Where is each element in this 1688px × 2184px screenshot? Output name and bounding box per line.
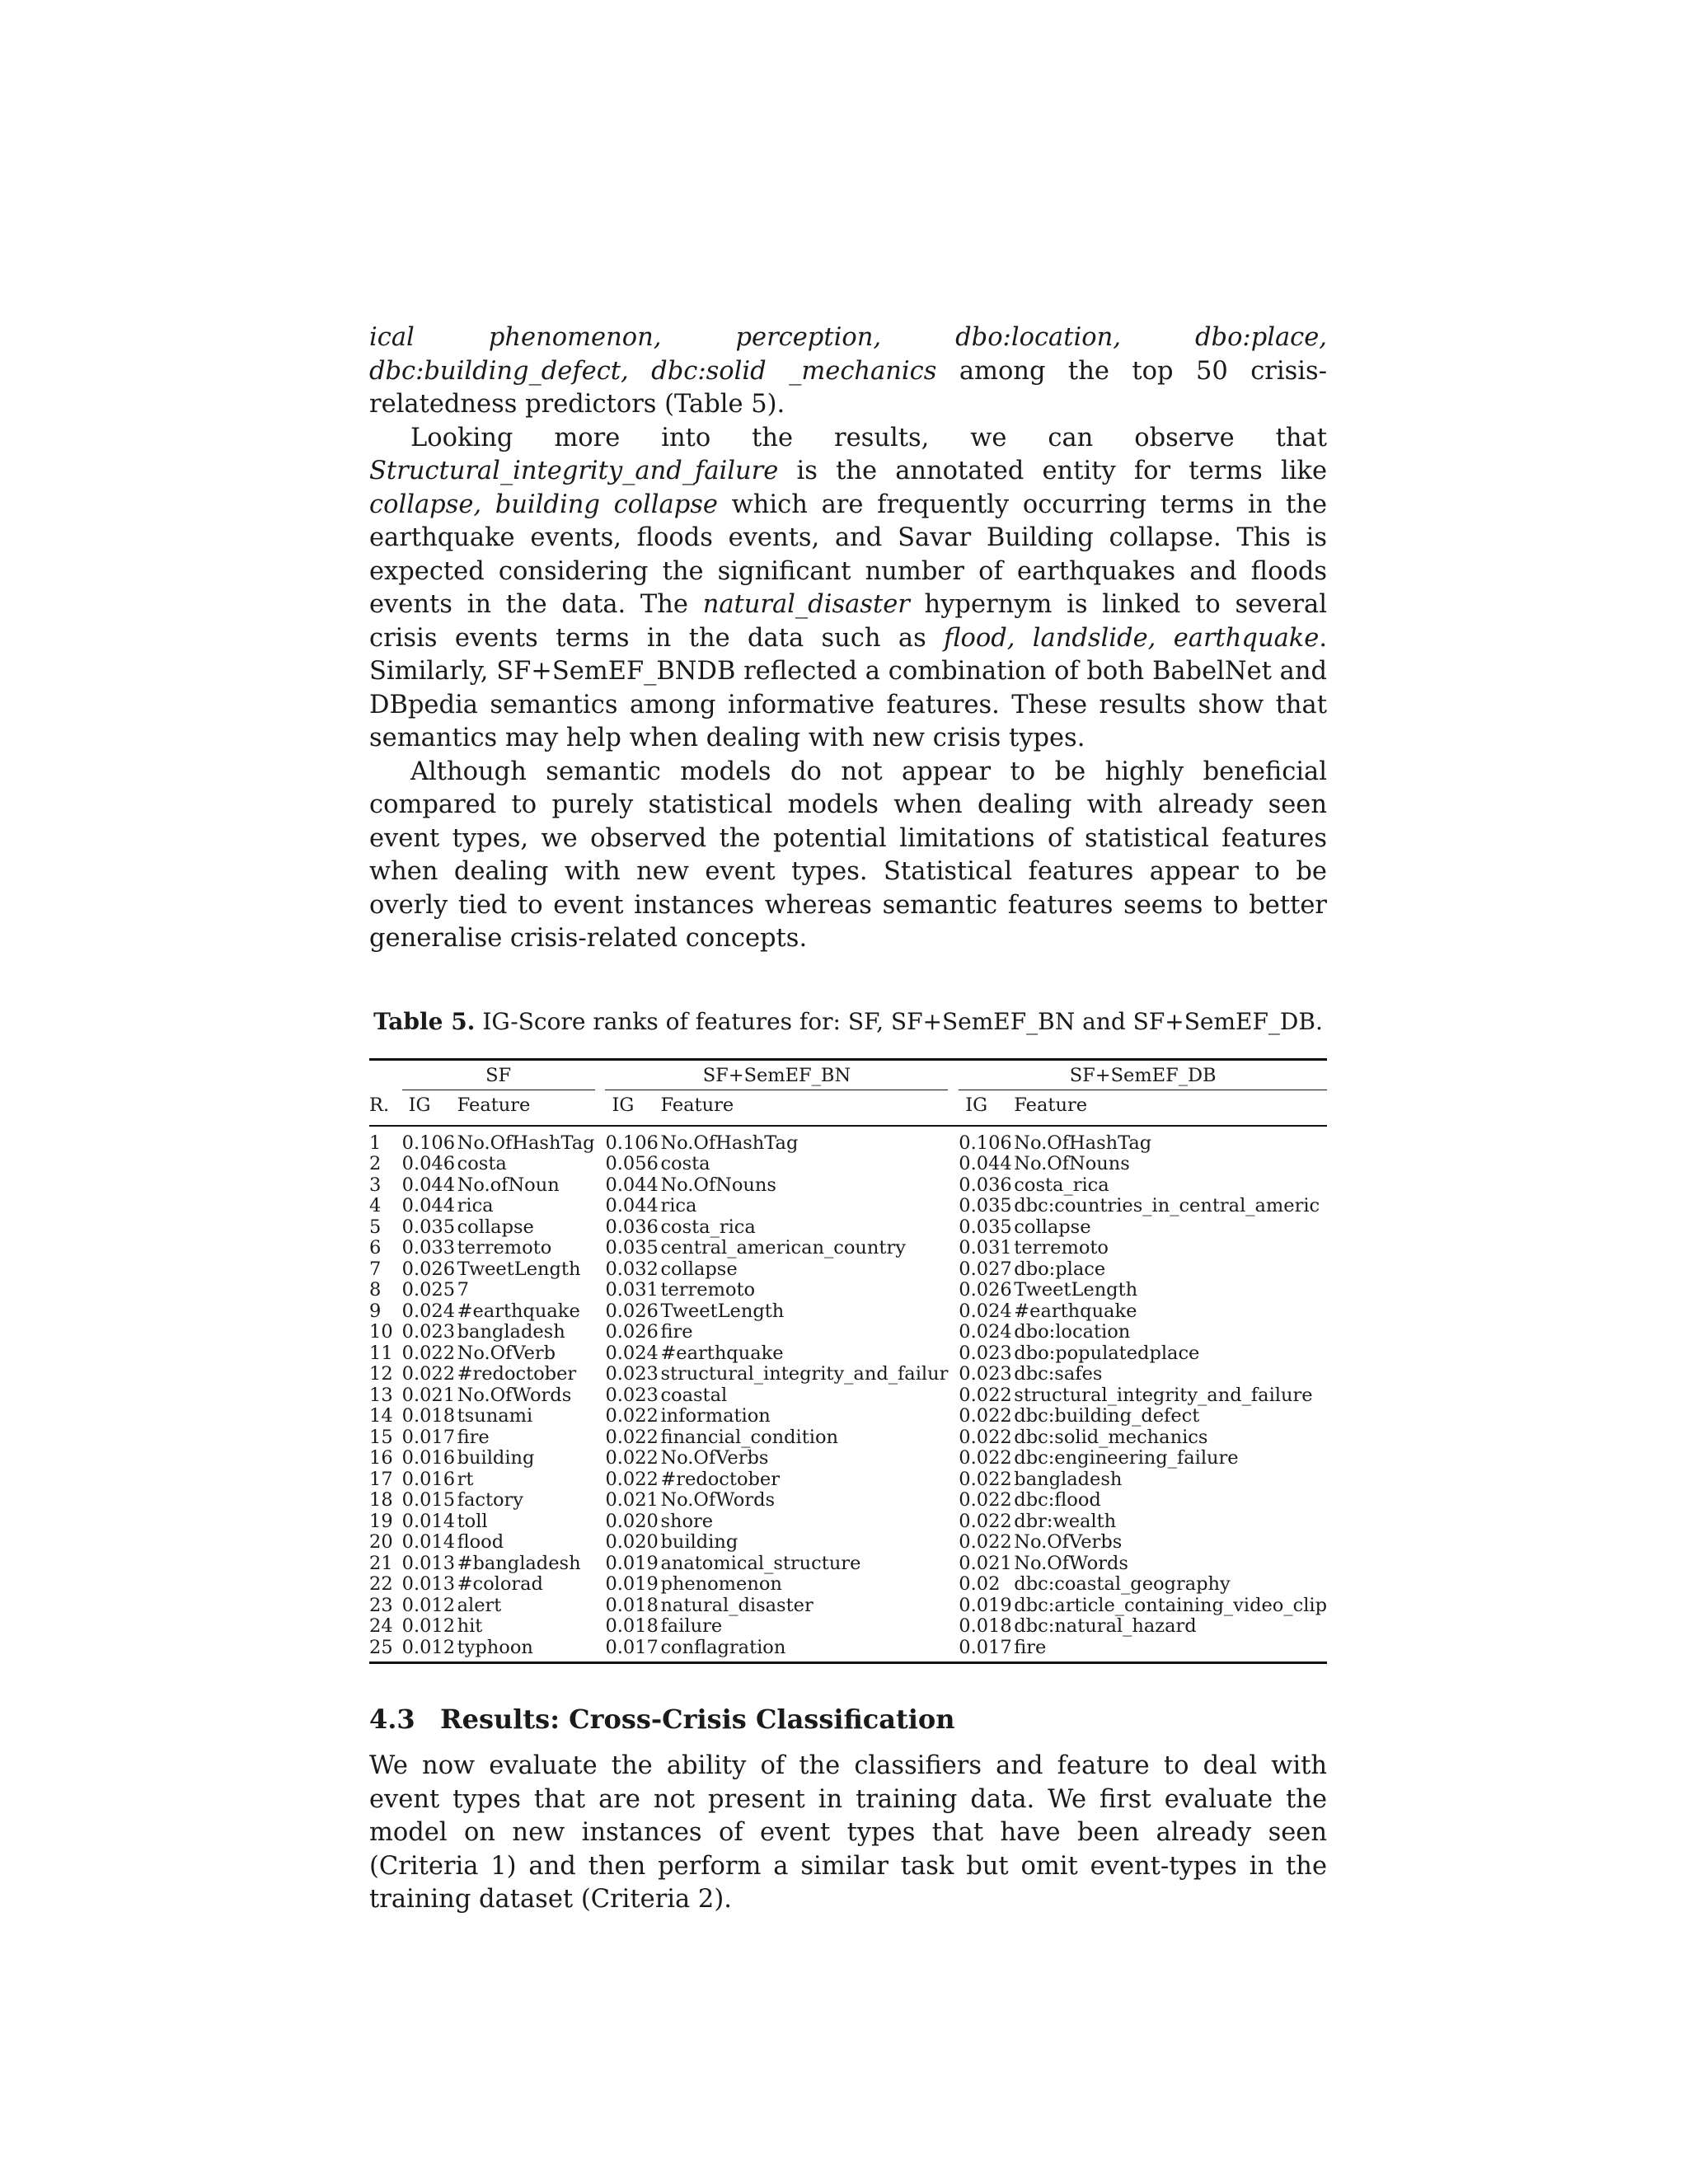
table-row	[369, 1469, 1327, 1491]
feature-cell: #redoctober	[457, 1363, 577, 1385]
table-row	[369, 1301, 1327, 1323]
ig-cell: 0.035	[959, 1195, 1012, 1216]
table-column-header	[369, 1090, 1327, 1126]
ig-cell: 0.018	[401, 1405, 456, 1427]
feature-cell: dbc:article_containing_video_clip	[1014, 1594, 1327, 1616]
ig-cell: 0.018	[959, 1615, 1012, 1637]
rank-cell: 10	[369, 1321, 393, 1343]
ig-cell: 0.021	[959, 1552, 1012, 1574]
feature-cell: structural_integrity_and_failure	[1014, 1384, 1313, 1406]
feature-cell: flood	[457, 1531, 504, 1553]
feature-cell: costa_rica	[660, 1216, 756, 1238]
feature-cell: alert	[457, 1594, 502, 1616]
ig-cell: 0.022	[605, 1468, 659, 1490]
ig-cell: 0.026	[959, 1279, 1012, 1301]
table-row	[369, 1448, 1327, 1469]
feature-cell: information	[660, 1405, 771, 1427]
rank-cell: 25	[369, 1636, 393, 1658]
ig-cell: 0.022	[959, 1489, 1012, 1511]
ig-header: IG	[959, 1090, 1014, 1126]
ig-cell: 0.022	[959, 1468, 1012, 1490]
ig-cell: 0.02	[959, 1573, 1001, 1595]
ig-cell: 0.021	[401, 1384, 456, 1406]
feature-cell: financial_condition	[660, 1426, 839, 1448]
ig-cell: 0.022	[959, 1405, 1012, 1427]
feature-cell: No.OfWords	[660, 1489, 776, 1511]
page-content	[369, 321, 1327, 1917]
feature-cell: costa	[660, 1153, 710, 1174]
rank-cell: 2	[369, 1153, 382, 1174]
ig-cell: 0.044	[605, 1195, 659, 1216]
group-sf-semef-db: SF+SemEF_DB	[959, 1059, 1327, 1090]
feature-cell: #redoctober	[660, 1468, 780, 1490]
ig-cell: 0.012	[401, 1636, 456, 1658]
feature-cell: rica	[660, 1195, 697, 1216]
rank-cell: 7	[369, 1258, 382, 1280]
feature-cell: No.OfHashTag	[457, 1132, 595, 1154]
rank-cell: 24	[369, 1615, 393, 1637]
ig-cell: 0.018	[605, 1594, 659, 1616]
rank-cell: 19	[369, 1510, 393, 1532]
ig-cell: 0.022	[959, 1384, 1012, 1406]
feature-cell: central_american_country	[660, 1237, 906, 1258]
ig-cell: 0.016	[401, 1468, 456, 1490]
ig-cell: 0.026	[605, 1321, 659, 1343]
feature-cell: No.OfVerbs	[660, 1447, 769, 1469]
table-row	[369, 1133, 1327, 1155]
rank-cell: 18	[369, 1489, 393, 1511]
ig-cell: 0.023	[605, 1384, 659, 1406]
feature-cell: tsunami	[457, 1405, 533, 1427]
ig-cell: 0.044	[605, 1174, 659, 1196]
ig-cell: 0.017	[605, 1636, 659, 1658]
feature-cell: toll	[457, 1510, 488, 1532]
feature-cell: collapse	[1014, 1216, 1091, 1238]
feature-cell: dbc:building_defect	[1014, 1405, 1200, 1427]
table-row	[369, 1196, 1327, 1217]
feature-cell: dbc:flood	[1014, 1489, 1101, 1511]
section-heading	[369, 1704, 1327, 1735]
rank-cell: 12	[369, 1363, 393, 1385]
feature-cell: #earthquake	[1014, 1300, 1137, 1322]
ig-cell: 0.013	[401, 1552, 456, 1574]
ig-cell: 0.022	[605, 1405, 659, 1427]
table-row	[369, 1490, 1327, 1511]
ig-cell: 0.106	[605, 1132, 659, 1154]
feature-header: Feature	[660, 1090, 948, 1126]
ig-cell: 0.035	[959, 1216, 1012, 1238]
group-sf-semef-bn: SF+SemEF_BN	[605, 1059, 948, 1090]
table-row	[369, 1259, 1327, 1281]
ig-header: IG	[605, 1090, 660, 1126]
feature-cell: bangladesh	[1014, 1468, 1123, 1490]
ig-cell: 0.031	[605, 1279, 659, 1301]
feature-cell: No.OfNouns	[1014, 1153, 1130, 1174]
feature-cell: dbc:coastal_geography	[1014, 1573, 1231, 1595]
feature-cell: No.ofNoun	[457, 1174, 560, 1196]
table-row	[369, 1175, 1327, 1197]
feature-cell: fire	[1014, 1636, 1047, 1658]
feature-cell: TweetLength	[1014, 1279, 1138, 1301]
ig-cell: 0.044	[401, 1174, 456, 1196]
ig-cell: 0.019	[605, 1552, 659, 1574]
ig-cell: 0.019	[959, 1594, 1012, 1616]
feature-cell: typhoon	[457, 1636, 533, 1658]
ig-cell: 0.023	[959, 1363, 1012, 1385]
ig-cell: 0.046	[401, 1153, 456, 1174]
table-row	[369, 1554, 1327, 1575]
ig-cell: 0.033	[401, 1237, 456, 1258]
rank-header: R.	[369, 1090, 402, 1126]
feature-cell: coastal	[660, 1384, 728, 1406]
feature-cell: costa	[457, 1153, 507, 1174]
feature-cell: TweetLength	[660, 1300, 785, 1322]
feature-cell: dbo:location	[1014, 1321, 1131, 1343]
ig-cell: 0.014	[401, 1531, 456, 1553]
ig-cell: 0.015	[401, 1489, 456, 1511]
feature-header: Feature	[457, 1090, 595, 1126]
feature-cell: #colorad	[457, 1573, 543, 1595]
ig-cell: 0.022	[959, 1510, 1012, 1532]
feature-cell: building	[660, 1531, 738, 1553]
feature-cell: No.OfVerbs	[1014, 1531, 1123, 1553]
section-title: Results: Cross-Crisis Classification	[440, 1704, 955, 1735]
feature-cell: natural_disaster	[660, 1594, 814, 1616]
ig-cell: 0.023	[401, 1321, 456, 1343]
table-caption: Table 5. IG-Score ranks of features for: SF, SF+SemEF_BN and SF+SemEF_DB.	[373, 1007, 1323, 1035]
feature-cell: anatomical_structure	[660, 1552, 861, 1574]
ig-cell: 0.022	[605, 1447, 659, 1469]
feature-cell: rt	[457, 1468, 474, 1490]
feature-cell: #bangladesh	[457, 1552, 581, 1574]
table-row	[369, 1406, 1327, 1427]
feature-cell: hit	[457, 1615, 483, 1637]
ig-cell: 0.035	[605, 1237, 659, 1258]
feature-cell: terremoto	[660, 1279, 756, 1301]
rank-cell: 9	[369, 1300, 382, 1322]
table-row	[369, 1280, 1327, 1301]
rank-cell: 17	[369, 1468, 393, 1490]
rank-cell: 16	[369, 1447, 393, 1469]
table-row	[369, 1385, 1327, 1407]
feature-cell: #earthquake	[457, 1300, 580, 1322]
table-group-header	[369, 1059, 1327, 1090]
feature-cell: fire	[457, 1426, 490, 1448]
feature-cell: No.OfHashTag	[660, 1132, 799, 1154]
ig-cell: 0.023	[959, 1342, 1012, 1364]
feature-cell: No.OfVerb	[457, 1342, 556, 1364]
table-row	[369, 1616, 1327, 1638]
italic-terms: ical phenomenon, perception, dbo:location, dbo:place, dbc:building_defect, dbc:solid _mechanics	[369, 323, 1327, 386]
ig-cell: 0.024	[959, 1300, 1012, 1322]
rank-cell: 6	[369, 1237, 382, 1258]
feature-cell: No.OfWords	[457, 1384, 572, 1406]
rank-cell: 1	[369, 1132, 382, 1154]
ig-cell: 0.056	[605, 1153, 659, 1174]
feature-cell: dbo:populatedplace	[1014, 1342, 1200, 1364]
rank-cell: 23	[369, 1594, 393, 1616]
ig-cell: 0.026	[605, 1300, 659, 1322]
feature-cell: collapse	[660, 1258, 738, 1280]
ig-cell: 0.022	[401, 1363, 456, 1385]
feature-cell: fire	[660, 1321, 693, 1343]
ig-cell: 0.022	[959, 1447, 1012, 1469]
group-sf: SF	[402, 1059, 595, 1090]
feature-cell: dbc:solid_mechanics	[1014, 1426, 1208, 1448]
ig-score-table	[369, 1058, 1327, 1665]
rank-cell: 13	[369, 1384, 393, 1406]
ig-cell: 0.024	[959, 1321, 1012, 1343]
rank-cell: 21	[369, 1552, 393, 1574]
table-row	[369, 1596, 1327, 1617]
feature-cell: dbr:wealth	[1014, 1510, 1117, 1532]
ig-cell: 0.012	[401, 1594, 456, 1616]
feature-cell: 7	[457, 1279, 469, 1301]
paragraph-results-observation: Looking more into the results, we can observe that Structural_integrity_and_failure is the annotated entity for terms like collapse, building collapse which are frequently occurring terms in the earthquake events, floods events, and Savar Building collapse. This is expected considering the significant number of earthquakes and floods events in the data. The natural_disaster hypernym is linked to several crisis events terms in the data such as flood, landslide, earthquake. Similarly, SF+SemEF_BNDB reflected a combination of both BabelNet and DBpedia semantics among informative features. These results show that semantics may help when dealing with new crisis types.	[369, 423, 1328, 752]
rank-cell: 22	[369, 1573, 393, 1595]
ig-cell: 0.017	[959, 1636, 1012, 1658]
ig-cell: 0.106	[401, 1132, 456, 1154]
feature-cell: collapse	[457, 1216, 534, 1238]
table-row	[369, 1511, 1327, 1533]
feature-cell: dbc:countries_in_central_americ	[1014, 1195, 1320, 1216]
ig-cell: 0.024	[605, 1342, 659, 1364]
rank-cell: 8	[369, 1279, 382, 1301]
rank-cell: 20	[369, 1531, 393, 1553]
ig-cell: 0.021	[605, 1489, 659, 1511]
ig-cell: 0.025	[401, 1279, 456, 1301]
table-row	[369, 1532, 1327, 1554]
ig-cell: 0.036	[605, 1216, 659, 1238]
rank-cell: 5	[369, 1216, 382, 1238]
feature-cell: TweetLength	[457, 1258, 581, 1280]
table-row	[369, 1343, 1327, 1365]
feature-cell: dbc:engineering_failure	[1014, 1447, 1239, 1469]
table-row	[369, 1427, 1327, 1449]
ig-cell: 0.022	[605, 1426, 659, 1448]
ig-cell: 0.014	[401, 1510, 456, 1532]
feature-cell: conflagration	[660, 1636, 786, 1658]
ig-cell: 0.022	[959, 1531, 1012, 1553]
ig-cell: 0.017	[401, 1426, 456, 1448]
feature-cell: #earthquake	[660, 1342, 784, 1364]
ig-cell: 0.012	[401, 1615, 456, 1637]
ig-cell: 0.032	[605, 1258, 659, 1280]
ig-cell: 0.035	[401, 1216, 456, 1238]
rank-cell: 14	[369, 1405, 393, 1427]
table-row	[369, 1217, 1327, 1239]
ig-header: IG	[402, 1090, 457, 1126]
paragraph-cross-crisis: We now evaluate the ability of the classifiers and feature to deal with event types that are not present in training data. We first evaluate the model on new instances of event types that have been already seen (Criteria 1) and then perform a similar task but omit event-types in the training dataset (Criteria 2).	[369, 1751, 1327, 1914]
feature-cell: terremoto	[1014, 1237, 1109, 1258]
ig-cell: 0.031	[959, 1237, 1012, 1258]
feature-cell: costa_rica	[1014, 1174, 1109, 1196]
feature-cell: structural_integrity_and_failur	[660, 1363, 949, 1385]
table-row	[369, 1638, 1327, 1659]
ig-cell: 0.044	[959, 1153, 1012, 1174]
feature-cell: building	[457, 1447, 535, 1469]
ig-cell: 0.020	[605, 1531, 659, 1553]
feature-cell: shore	[660, 1510, 714, 1532]
ig-cell: 0.036	[959, 1174, 1012, 1196]
feature-cell: factory	[457, 1489, 524, 1511]
paragraph-continuation: ical phenomenon, perception, dbo:location, dbo:place, dbc:building_defect, dbc:solid _mechanics among the top 50 crisis-relatedness predictors (Table 5).	[369, 323, 1327, 419]
ig-cell: 0.044	[401, 1195, 456, 1216]
ig-cell: 0.024	[401, 1300, 456, 1322]
table-row	[369, 1238, 1327, 1259]
paragraph-semantic-models: Although semantic models do not appear to be highly beneficial compared to purely statistical models when dealing with already seen event types, we observed the potential limitations of statistical features when dealing with new event types. Statistical features appear to be overly tied to event instances whereas semantic features seems to better generalise crisis-related concepts.	[369, 757, 1327, 953]
table-body	[369, 1133, 1327, 1659]
ig-cell: 0.026	[401, 1258, 456, 1280]
feature-cell: dbc:natural_hazard	[1014, 1615, 1197, 1637]
feature-cell: terremoto	[457, 1237, 552, 1258]
feature-cell: No.OfNouns	[660, 1174, 776, 1196]
feature-cell: dbc:safes	[1014, 1363, 1103, 1385]
rank-cell: 3	[369, 1174, 382, 1196]
table-row	[369, 1154, 1327, 1175]
feature-cell: dbo:place	[1014, 1258, 1106, 1280]
table-row	[369, 1574, 1327, 1596]
table-row	[369, 1322, 1327, 1343]
feature-cell: No.OfHashTag	[1014, 1132, 1152, 1154]
ig-cell: 0.023	[605, 1363, 659, 1385]
ig-cell: 0.016	[401, 1447, 456, 1469]
ig-cell: 0.027	[959, 1258, 1012, 1280]
section-number: 4.3	[369, 1704, 415, 1735]
ig-cell: 0.022	[401, 1342, 456, 1364]
feature-cell: failure	[660, 1615, 723, 1637]
rank-cell: 4	[369, 1195, 382, 1216]
feature-cell: phenomenon	[660, 1573, 782, 1595]
feature-cell: No.OfWords	[1014, 1552, 1128, 1574]
feature-header: Feature	[1014, 1090, 1327, 1126]
ig-cell: 0.022	[959, 1426, 1012, 1448]
table-row	[369, 1364, 1327, 1385]
rank-cell: 15	[369, 1426, 393, 1448]
ig-cell: 0.018	[605, 1615, 659, 1637]
ig-cell: 0.020	[605, 1510, 659, 1532]
rank-cell: 11	[369, 1342, 393, 1364]
feature-cell: rica	[457, 1195, 494, 1216]
feature-cell: bangladesh	[457, 1321, 565, 1343]
ig-cell: 0.019	[605, 1573, 659, 1595]
ig-cell: 0.013	[401, 1573, 456, 1595]
ig-cell: 0.106	[959, 1132, 1012, 1154]
